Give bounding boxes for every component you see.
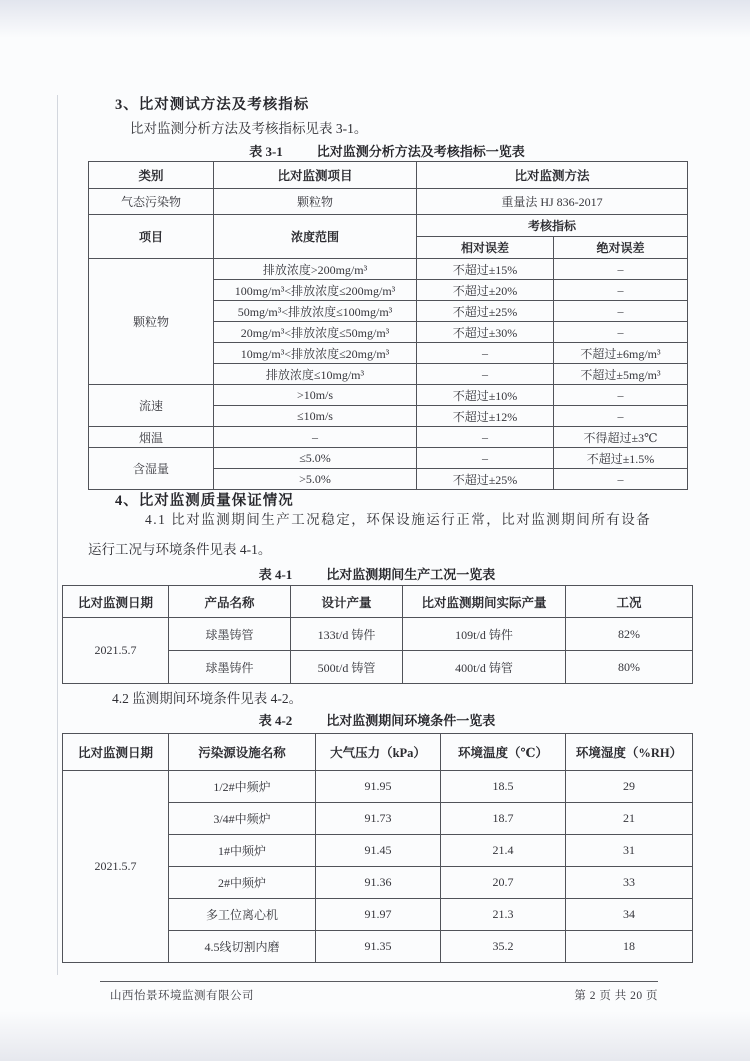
t41-header-design-output: 设计产量: [291, 586, 403, 618]
table31-caption-label: 表 3-1: [249, 144, 283, 159]
cell: 21.4: [441, 835, 566, 867]
table41-caption: [62, 564, 692, 583]
cell: –: [417, 448, 554, 469]
cell: 多工位离心机: [169, 899, 316, 931]
cell: 排放浓度>200mg/m³: [214, 259, 417, 280]
cell: 球墨铸管: [169, 618, 291, 651]
cell: 不超过±6mg/m³: [554, 343, 688, 364]
t31-group-temp: 烟温: [89, 427, 214, 448]
cell: ≤5.0%: [214, 448, 417, 469]
cell: 31: [566, 835, 693, 867]
cell: 不超过±25%: [417, 301, 554, 322]
t31-header-assess: 考核指标: [417, 215, 688, 237]
section3-intro: 比对监测分析方法及考核指标见表 3-1。: [130, 121, 368, 136]
table-row: [89, 427, 688, 448]
t41-header-date: 比对监测日期: [63, 586, 169, 618]
cell: 18: [566, 931, 693, 963]
cell: 不得超过±3℃: [554, 427, 688, 448]
cell: 1#中频炉: [169, 835, 316, 867]
footer-page-number: 第 2 页 共 20 页: [574, 990, 658, 1002]
cell: 不超过±5mg/m³: [554, 364, 688, 385]
t42-date-cell: 2021.5.7: [63, 771, 169, 963]
cell: –: [554, 322, 688, 343]
t42-header-humidity: 环境湿度（%RH）: [566, 734, 693, 771]
cell: 34: [566, 899, 693, 931]
table42-caption: [62, 710, 692, 729]
cell: >10m/s: [214, 385, 417, 406]
cell: 91.45: [316, 835, 441, 867]
cell: –: [417, 427, 554, 448]
cell: 不超过±30%: [417, 322, 554, 343]
section41-line1: 4.1 比对监测期间生产工况稳定，环保设施运行正常，比对监测期间所有设备: [145, 512, 652, 527]
cell: –: [417, 364, 554, 385]
t31-header-absolute-error: 绝对误差: [554, 237, 688, 259]
cell: –: [554, 469, 688, 490]
table-row: [89, 162, 688, 189]
cell: 20.7: [441, 867, 566, 899]
cell: 109t/d 铸件: [403, 618, 566, 651]
scan-bottom-shadow: [0, 1011, 750, 1061]
cell: 球墨铸件: [169, 651, 291, 684]
section42-paragraph: 4.2 监测期间环境条件见表 4-2。: [112, 691, 303, 706]
t42-header-facility: 污染源设施名称: [169, 734, 316, 771]
cell: 29: [566, 771, 693, 803]
cell: 91.35: [316, 931, 441, 963]
table-row: [89, 215, 688, 237]
cell: 不超过±20%: [417, 280, 554, 301]
t31-header-project: 项目: [89, 215, 214, 259]
cell: 排放浓度≤10mg/m³: [214, 364, 417, 385]
section41-line2: 运行工况与环境条件见表 4-1。: [88, 542, 272, 557]
cell: 2#中频炉: [169, 867, 316, 899]
cell: 1/2#中频炉: [169, 771, 316, 803]
section3-heading: 3、比对测试方法及考核指标: [115, 97, 310, 113]
cell: >5.0%: [214, 469, 417, 490]
section41-paragraph: [88, 505, 662, 565]
cell: 91.73: [316, 803, 441, 835]
scan-top-shadow: [0, 0, 750, 38]
t42-header-temperature: 环境温度（℃）: [441, 734, 566, 771]
table31-caption-title: 比对监测分析方法及考核指标一览表: [316, 144, 525, 159]
t41-date-cell: 2021.5.7: [63, 618, 169, 684]
cell: 20mg/m³<排放浓度≤50mg/m³: [214, 322, 417, 343]
cell: –: [417, 343, 554, 364]
table-4-2: [62, 733, 693, 963]
t31-group-particulate: 颗粒物: [89, 259, 214, 385]
t41-header-actual-output: 比对监测期间实际产量: [403, 586, 566, 618]
t41-header-load: 工况: [566, 586, 693, 618]
table-row: [63, 734, 693, 771]
table-row: [63, 771, 693, 803]
cell: 100mg/m³<排放浓度≤200mg/m³: [214, 280, 417, 301]
cell: 91.97: [316, 899, 441, 931]
t42-header-pressure: 大气压力（kPa）: [316, 734, 441, 771]
cell: 35.2: [441, 931, 566, 963]
cell: 18.5: [441, 771, 566, 803]
t31-header-relative-error: 相对误差: [417, 237, 554, 259]
cell: 82%: [566, 618, 693, 651]
cell: 21: [566, 803, 693, 835]
t31-group-humidity: 含湿量: [89, 448, 214, 490]
cell: 50mg/m³<排放浓度≤100mg/m³: [214, 301, 417, 322]
table31-caption: [88, 141, 686, 160]
cell: 18.7: [441, 803, 566, 835]
cell: –: [554, 301, 688, 322]
cell: 不超过±12%: [417, 406, 554, 427]
cell: 400t/d 铸管: [403, 651, 566, 684]
cell: 不超过±10%: [417, 385, 554, 406]
cell: 3/4#中频炉: [169, 803, 316, 835]
t31-gaseous-category: 气态污染物: [89, 189, 214, 215]
t31-gaseous-method: 重量法 HJ 836-2017: [417, 189, 688, 215]
cell: 不超过±15%: [417, 259, 554, 280]
t31-header-method: 比对监测方法: [417, 162, 688, 189]
cell: ≤10m/s: [214, 406, 417, 427]
t31-header-range: 浓度范围: [214, 215, 417, 259]
cell: –: [554, 259, 688, 280]
cell: 21.3: [441, 899, 566, 931]
table-row: [89, 259, 688, 280]
cell: 133t/d 铸件: [291, 618, 403, 651]
cell: 500t/d 铸管: [291, 651, 403, 684]
footer-divider: [100, 981, 658, 982]
t42-header-date: 比对监测日期: [63, 734, 169, 771]
t31-header-item: 比对监测项目: [214, 162, 417, 189]
cell: –: [554, 385, 688, 406]
cell: 91.95: [316, 771, 441, 803]
cell: 91.36: [316, 867, 441, 899]
t41-header-product: 产品名称: [169, 586, 291, 618]
cell: 10mg/m³<排放浓度≤20mg/m³: [214, 343, 417, 364]
table41-caption-label: 表 4-1: [258, 567, 293, 582]
table-row: [89, 448, 688, 469]
section4-heading: 4、比对监测质量保证情况: [115, 493, 294, 509]
table-row: [89, 385, 688, 406]
table42-caption-title: 比对监测期间环境条件一览表: [326, 713, 496, 728]
table41-caption-title: 比对监测期间生产工况一览表: [326, 567, 496, 582]
table-row: [63, 618, 693, 651]
cell: –: [214, 427, 417, 448]
t31-gaseous-item: 颗粒物: [214, 189, 417, 215]
table-row: [63, 586, 693, 618]
table42-caption-label: 表 4-2: [258, 713, 293, 728]
cell: –: [554, 406, 688, 427]
cell: 不超过±25%: [417, 469, 554, 490]
t31-header-category: 类别: [89, 162, 214, 189]
table-row: [89, 189, 688, 215]
cell: 4.5线切割内磨: [169, 931, 316, 963]
cell: 不超过±1.5%: [554, 448, 688, 469]
scan-left-edge: [57, 95, 58, 975]
cell: 80%: [566, 651, 693, 684]
t31-group-flow: 流速: [89, 385, 214, 427]
cell: 33: [566, 867, 693, 899]
cell: –: [554, 280, 688, 301]
table-3-1: [88, 161, 688, 490]
table-4-1: [62, 585, 693, 684]
footer-company: 山西怡景环境监测有限公司: [110, 990, 254, 1002]
